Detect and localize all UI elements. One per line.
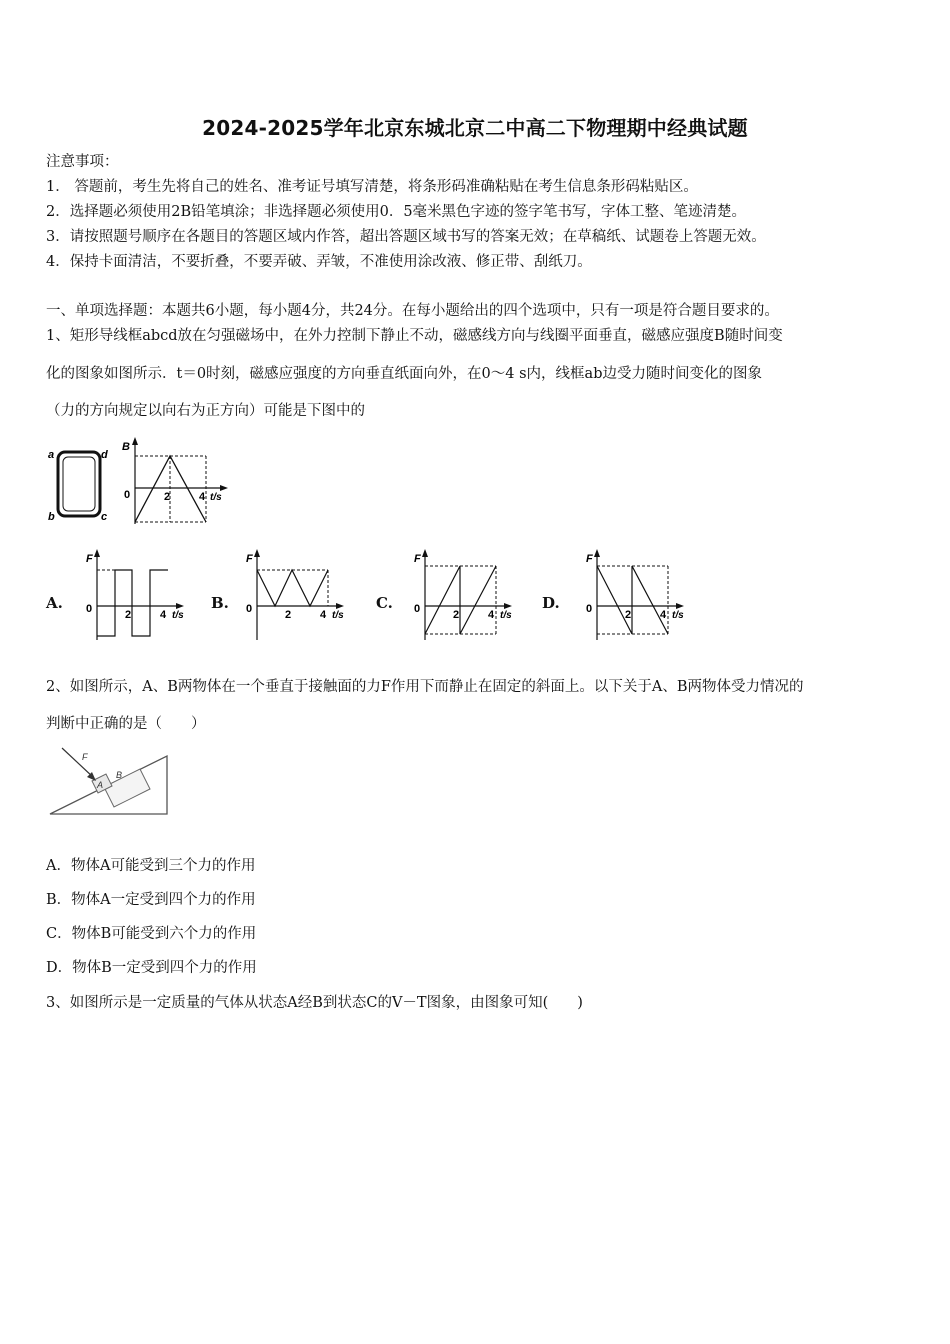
page-title: 2024-2025学年北京东城北京二中高二下物理期中经典试题 <box>202 116 748 140</box>
option-d-label: D. <box>542 594 560 612</box>
option-b-graph <box>240 548 352 644</box>
q1-figure <box>44 436 244 528</box>
b-time-label: t/s <box>210 492 222 503</box>
axis-label-f: F <box>586 553 593 565</box>
frame-label-b: b <box>48 511 55 523</box>
tick-2: 2 <box>285 609 292 621</box>
b-axis-label: B <box>122 441 130 453</box>
force-curve <box>97 570 168 636</box>
q2-option-b: B．物体A一定受到四个力的作用 <box>46 892 256 908</box>
axis-label-f: F <box>246 553 253 565</box>
q2-option-a: A．物体A可能受到三个力的作用 <box>46 858 256 874</box>
frame-label-d: d <box>101 449 108 461</box>
force-curve <box>597 566 668 634</box>
origin-label: 0 <box>86 603 93 615</box>
option-b-label: B. <box>211 594 229 612</box>
time-label: t/s <box>500 610 512 621</box>
option-a-graph <box>80 548 192 644</box>
q2-option-c: C．物体B可能受到六个力的作用 <box>46 926 257 942</box>
incline-figure <box>44 744 174 820</box>
question-1-text: （力的方向规定以向右为正方向）可能是下图中的 <box>46 403 365 419</box>
notice-heading: 注意事项： <box>46 154 119 170</box>
wire-frame <box>58 452 100 516</box>
time-label: t/s <box>332 610 344 621</box>
time-label: t/s <box>172 610 184 621</box>
question-2-text: 判断中正确的是（ ） <box>46 716 206 732</box>
notice-item: 3．请按照题号顺序在各题目的答题区域内作答，超出答题区域书写的答案无效；在草稿纸、试题卷上答题无效。 <box>46 229 766 245</box>
tick-2: 2 <box>125 609 132 621</box>
option-d-graph <box>580 548 692 644</box>
b-tick-4: 4 <box>199 491 206 503</box>
origin-label: 0 <box>586 603 593 615</box>
question-1-text: 1、矩形导线框abcd放在匀强磁场中，在外力控制下静止不动，磁感线方向与线圈平面垂直，磁感应强度B随时间变 <box>46 328 783 344</box>
origin-label: 0 <box>246 603 253 615</box>
tick-4: 4 <box>660 609 667 621</box>
frame-label-c: c <box>101 511 108 523</box>
question-1-text: 化的图象如图所示．t＝0时刻，磁感应强度的方向垂直纸面向外，在0～4 s内，线框ab边受力随时间变化的图象 <box>46 366 762 382</box>
tick-2: 2 <box>625 609 632 621</box>
label-a: A <box>97 780 104 790</box>
force-arrow <box>62 748 94 778</box>
notice-item: 4．保持卡面清洁，不要折叠，不要弄破、弄皱，不准使用涂改液、修正带、刮纸刀。 <box>46 254 592 270</box>
label-b: B <box>116 770 123 780</box>
b-tick-2: 2 <box>164 491 171 503</box>
time-label: t/s <box>672 610 684 621</box>
tick-4: 4 <box>160 609 167 621</box>
frame-label-a: a <box>48 449 55 461</box>
axis-label-f: F <box>86 553 93 565</box>
section-heading: 一、单项选择题：本题共6小题，每小题4分，共24分。在每小题给出的四个选项中，只有一项是符合题目要求的。 <box>46 303 779 319</box>
tick-2: 2 <box>453 609 460 621</box>
b-origin: 0 <box>124 489 131 501</box>
option-c-graph <box>408 548 520 644</box>
tick-4: 4 <box>320 609 327 621</box>
force-curve <box>425 566 496 634</box>
question-3-text: 3、如图所示是一定质量的气体从状态A经B到状态C的V－T图象，由图象可知( ) <box>46 995 583 1011</box>
notice-item: 2．选择题必须使用2B铅笔填涂；非选择题必须使用0．5毫米黑色字迹的签字笔书写，字体工整、笔迹清楚。 <box>46 204 747 220</box>
option-c-label: C. <box>376 594 393 612</box>
q2-option-d: D．物体B一定受到四个力的作用 <box>46 960 257 976</box>
option-a-label: A. <box>46 594 63 612</box>
notice-item: 1． 答题前，考生先将自己的姓名、准考证号填写清楚，将条形码准确粘贴在考生信息条形码粘贴区。 <box>46 179 698 195</box>
force-curve <box>257 570 328 606</box>
origin-label: 0 <box>414 603 421 615</box>
axis-label-f: F <box>414 553 421 565</box>
tick-4: 4 <box>488 609 495 621</box>
question-2-text: 2、如图所示，A、B两物体在一个垂直于接触面的力F作用下而静止在固定的斜面上。以下关于A、B两物体受力情况的 <box>46 679 804 695</box>
force-label: F <box>82 752 88 762</box>
block-b <box>104 769 150 807</box>
